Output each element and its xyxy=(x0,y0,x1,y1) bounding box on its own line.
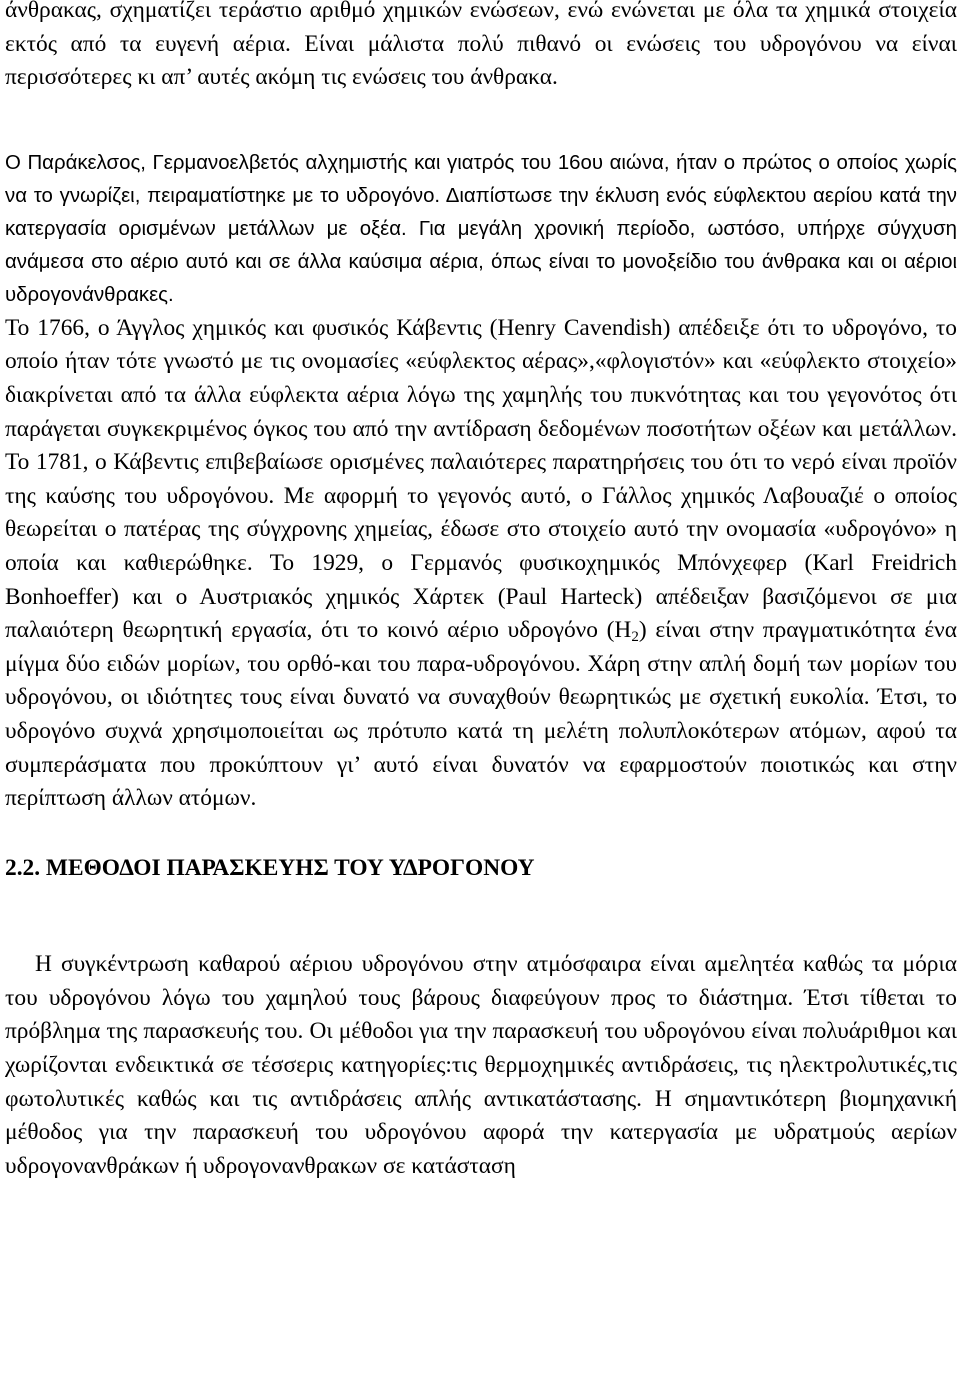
paragraph-preparation-methods xyxy=(5,948,957,1183)
paragraph-text-part: ) είναι στην πραγματικότητα ένα μίγμα δύο ειδών μορίων, του ορθό-και του παρα-υδρογόνου. Χάρη στην απλή δομή των μορίων του υδρογόνου, οι ιδιότητες τους είναι δυνατό να συναχθούν θεωρητικώς με σχετική ευκολία. Έτσι, το υδρογόνο συχνά χρησιμοποιείται ως πρότυπο κατά τη μελέτη πολυπλοκότερων ατόμων, αφού τα συμπεράσματα που προκύπτουν γι’ αυτό είναι δυνατόν να εφαρμοστούν ποιοτικώς και στην περίπτωση άλλων ατόμων. xyxy=(5,617,957,812)
paragraph-paracelsus: Ο Παράκελσος, Γερμανοελβετός αλχημιστής και γιατρός του 16ου αιώνα, ήταν ο πρώτος ο οποίος χωρίς να το γνωρίζει, πειραματίστηκε με το υδρογόνο. Διαπίστωσε την έκλυση ενός εύφλεκτου αερίου κατά την κατεργασία ορισμένων μετάλλων με οξέα. Για μεγάλη χρονική περίοδο, ωστόσο, υπήρχε σύγχυση ανάμεσα στο αέριο αυτό και σε άλλα καύσιμα αέρια, όπως είναι το μονοξείδιο του άνθρακα και οι αέριοι υδρογονάνθρακες. xyxy=(5,151,957,306)
document-page xyxy=(5,0,957,1183)
paragraph-cavendish-history xyxy=(5,312,957,816)
paragraph-text-part: Το 1766, ο Άγγλος χημικός και φυσικός Κάβεντις (Henry Cavendish) απέδειξε ότι το υδρογόνο, το οποίο ήταν τότε γνωστό με τις ονομασίες «εύφλεκτος αέρας»,«φλογιστόν» και «εύφλεκτο στοιχείο» διακρίνεται από τα άλλα εύφλεκτα αέρια λόγω της χαμηλής του πυκνότητας και του γεγονότος ότι παράγεται συγκεκριμένος όγκος του από την αντίδραση δεδομένων ποσοτήτων οξέων και μετάλλων. Το 1781, ο Κάβεντις επιβεβαίωσε ορισμένες παλαιότερες παρατηρήσεις του ότι το νερό είναι προϊόν της καύσης του υδρογόνου. Με αφορμή το γεγονός αυτό, ο Γάλλος χημικός Λαβουαζιέ ο οποίος θεωρείται ο πατέρας της σύγχρονης χημείας, έδωσε στο στοιχείο αυτό την ονομασία «υδρογόνο» η οποία και καθιερώθηκε. Το 1929, ο Γερμανός φυσικοχημικός Μπόνχεφερ (Karl Freidrich Bonhoeffer) και ο Αυστριακός χημικός Χάρτεκ (Paul Harteck) απέδειξαν βασιζόμενοι σε μια παλαιότερη θεωρητική εργασία, ότι το κοινό αέριο υδρογόνο (H xyxy=(5,314,957,644)
subscript-2: 2 xyxy=(631,629,639,646)
section-heading: 2.2. ΜΕΘΟΔΟΙ ΠΑΡΑΣΚΕΥΗΣ ΤΟΥ ΥΔΡΟΓΟΝΟΥ xyxy=(5,854,535,881)
paragraph-text-part: Η συγκέντρωση καθαρού αέριου υδρογόνου στην ατμόσφαιρα είναι αμελητέα καθώς τα μόρια του υδρογόνου λόγω του χαμηλού τους βάρους διαφεύγουν προς το διάστημα. Έτσι τίθεται το πρόβλημα της παρασκευής του. Οι μέθοδοι για την παρασκευή του υδρογόνου είναι πολυάριθμοι και χωρίζονται ενδεικτικά σε τέσσερις κατηγορίες:τις θερμοχημικές αντιδράσεις, τις ηλεκτρολυτικές,τις φωτολυτικές καθώς και τις αντιδράσεις απλής αντικατάστασης. Η σημαντικότερη βιομηχανική μέθοδος για την παρασκευή του υδρογόνου αφορά την κατεργασία με υδρατμούς αερίων υδρογονανθράκων ή υδρογονανθρακων σε κατάσταση xyxy=(5,951,957,1179)
paragraph-hydrogen-compounds: άνθρακας, σχηματίζει τεράστιο αριθμό χημικών ενώσεων, ενώ ενώνεται με όλα τα χημικά στοιχεία εκτός από τα ευγενή αέρια. Είναι μάλιστα πολύ πιθανό οι ενώσεις του υδρογόνου να είναι περισσότερες κι απ’ αυτές ακόμη τις ενώσεις του άνθρακα. xyxy=(5,0,957,91)
